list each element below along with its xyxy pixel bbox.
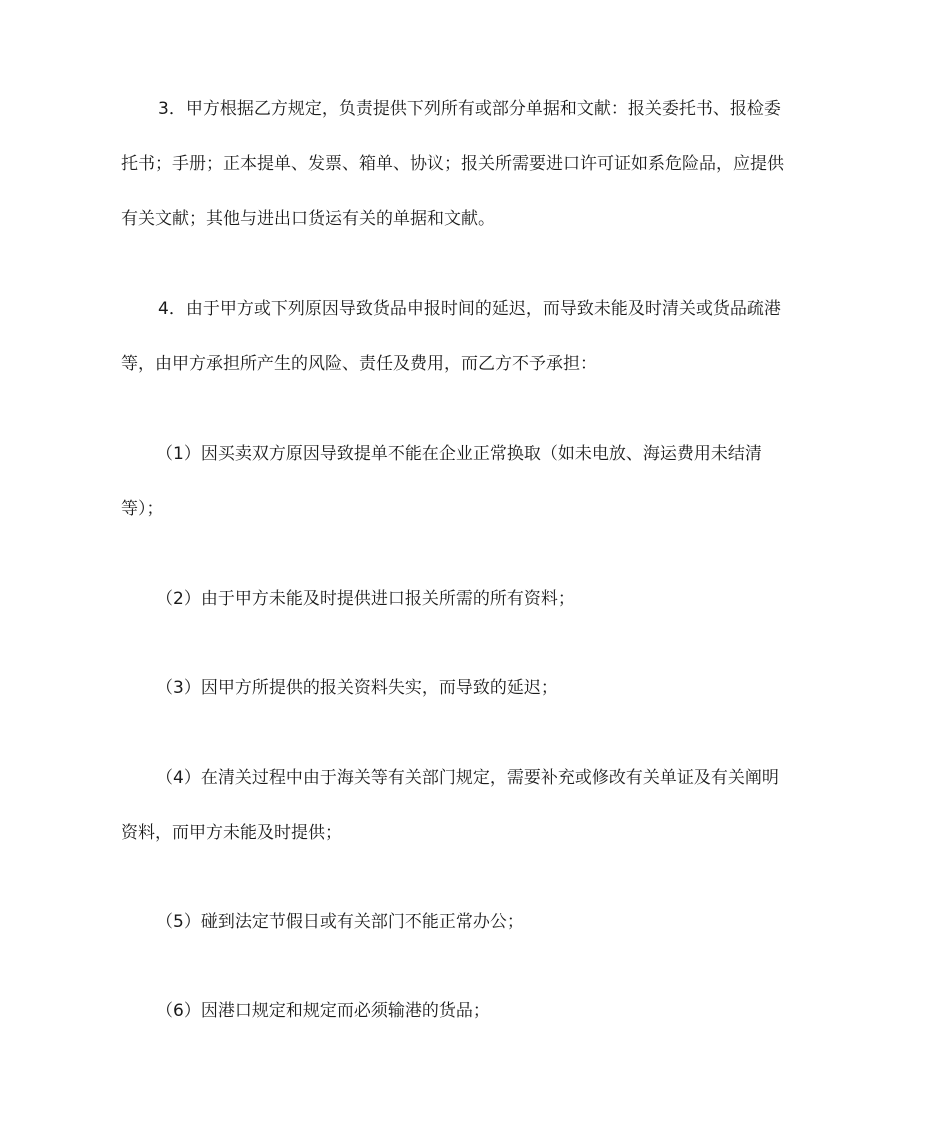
paragraph-line: （5）碰到法定节假日或有关部门不能正常办公；: [156, 912, 524, 932]
item-6-paragraph: [121, 984, 830, 1039]
clause-3-paragraph: [121, 82, 830, 247]
paragraph-line: （1）因买卖双方原因导致提单不能在企业正常换取（如未电放、海运费用未结清: [156, 444, 762, 464]
item-1-paragraph: [121, 427, 830, 537]
item-2-paragraph: [121, 572, 830, 627]
paragraph-line: （4）在清关过程中由于海关等有关部门规定，需要补充或修改有关单证及有关阐明: [156, 768, 779, 788]
paragraph-line: 等）；: [121, 499, 164, 519]
paragraph-line: 托书；手册；正本提单、发票、箱单、协议；报关所需要进口许可证如系危险品，应提供: [121, 154, 784, 174]
paragraph-line: 3．甲方根据乙方规定，负责提供下列所有或部分单据和文献：报关委托书、报检委: [158, 99, 781, 119]
paragraph-line: （3）因甲方所提供的报关资料失实，而导致的延迟；: [156, 678, 558, 698]
item-5-paragraph: [121, 895, 830, 950]
paragraph-line: 4．由于甲方或下列原因导致货品申报时间的延迟，而导致未能及时清关或货品疏港: [158, 299, 781, 319]
paragraph-line: （6）因港口规定和规定而必须输港的货品；: [156, 1001, 490, 1021]
item-3-paragraph: [121, 661, 830, 716]
paragraph-line: 有关文献；其他与进出口货运有关的单据和文献。: [121, 209, 495, 229]
item-4-paragraph: [121, 751, 830, 861]
paragraph-line: （2）由于甲方未能及时提供进口报关所需的所有资料；: [156, 589, 575, 609]
clause-4-paragraph: [121, 282, 830, 392]
paragraph-line: 资料，而甲方未能及时提供；: [121, 823, 342, 843]
paragraph-line: 等，由甲方承担所产生的风险、责任及费用，而乙方不予承担：: [121, 354, 597, 374]
